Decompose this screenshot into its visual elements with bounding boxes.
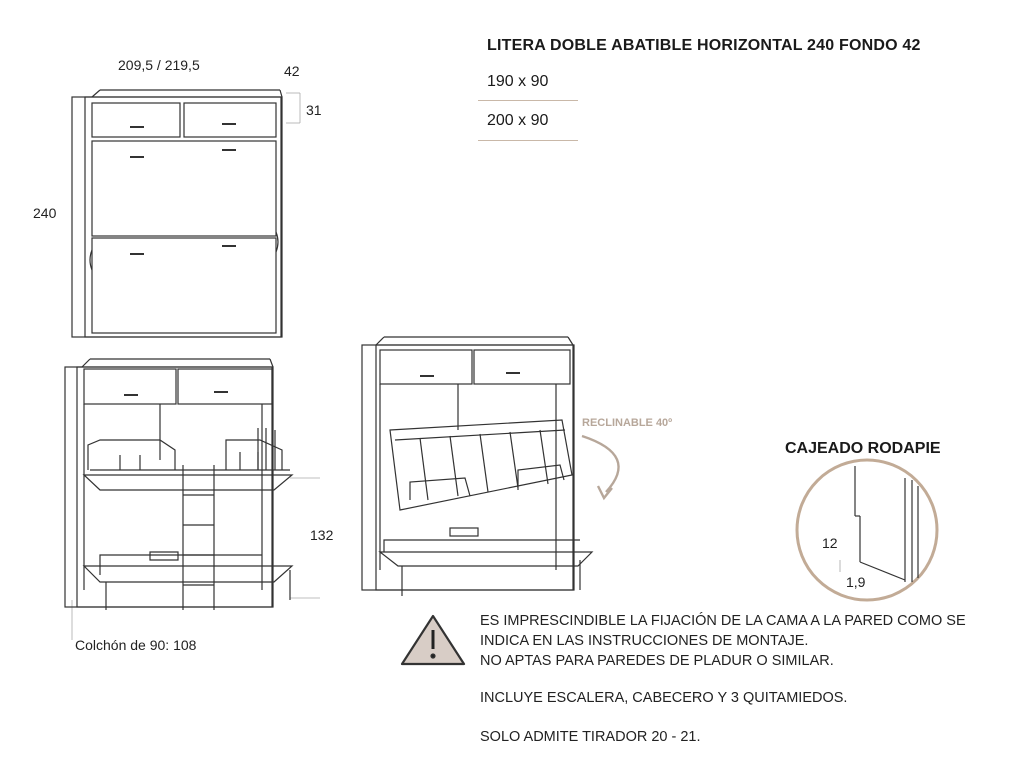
warning-text bbox=[480, 611, 1020, 671]
detail-title: CAJEADO RODAPIE bbox=[785, 440, 941, 457]
warning-line-2: INDICA EN LAS INSTRUCCIONES DE MONTAJE. bbox=[480, 633, 809, 649]
open-bunk-drawing bbox=[65, 359, 292, 610]
mattress-dimension: Colchón de 90: 108 bbox=[75, 637, 197, 653]
detail-height: 12 bbox=[822, 535, 838, 551]
reclining-bunk-drawing bbox=[362, 337, 592, 596]
warning-line-3: NO APTAS PARA PAREDES DE PLADUR O SIMILAR. bbox=[480, 653, 834, 669]
top-height-dimension: 31 bbox=[306, 102, 322, 118]
recline-label: RECLINABLE 40º bbox=[582, 417, 673, 429]
includes-text: INCLUYE ESCALERA, CABECERO Y 3 QUITAMIEDOS. bbox=[480, 690, 848, 706]
height-dimension: 240 bbox=[33, 205, 57, 221]
size-200x90: 200 x 90 bbox=[487, 112, 549, 129]
size-divider bbox=[478, 140, 578, 141]
product-title: LITERA DOBLE ABATIBLE HORIZONTAL 240 FONDO 42 bbox=[487, 37, 921, 54]
closed-cabinet-drawing bbox=[72, 90, 282, 337]
detail-depth: 1,9 bbox=[846, 574, 866, 590]
width-dimension: 209,5 / 219,5 bbox=[118, 57, 200, 73]
handles-text: SOLO ADMITE TIRADOR 20 - 21. bbox=[480, 729, 701, 745]
depth-dimension: 42 bbox=[284, 63, 300, 79]
size-190x90: 190 x 90 bbox=[487, 73, 549, 90]
warning-line-1: ES IMPRESCINDIBLE LA FIJACIÓN DE LA CAMA A LA PARED COMO SE bbox=[480, 613, 966, 629]
baseboard-detail-drawing bbox=[797, 460, 937, 600]
warning-icon bbox=[402, 616, 464, 664]
bunk-height-dimension: 132 bbox=[310, 527, 334, 543]
size-divider bbox=[478, 100, 578, 101]
